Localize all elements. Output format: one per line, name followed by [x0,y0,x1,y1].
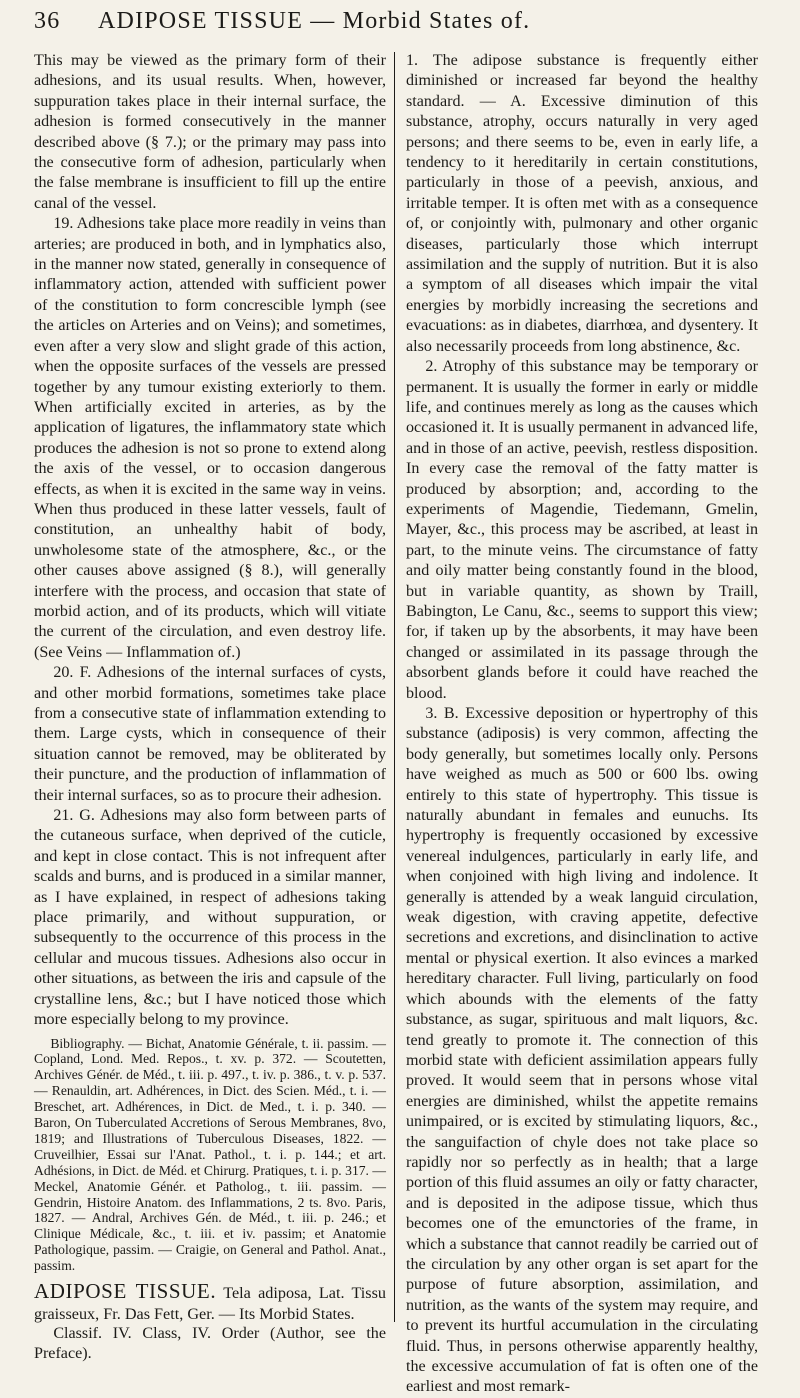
paragraph: 3. B. Excessive deposition or hypertrophy of this substance (adiposis) is very common, affecting the body generally, but sometimes locally only. Persons have weighed as much as 500 or 600 lbs. owing entirely to this state of hypertrophy. This tissue is naturally abundant in females and eunuchs. Its hypertrophy is frequently occasioned by excessive venereal indulgences, particularly in early life, and when conjoined with high living and indolence. It generally is attended by a weak languid circulation, weak digestion, with craving appetite, defective secretions and excretions, and disinclination to active mental or physical exertion. It also evinces a marked hereditary character. Full living, particularly on food which abounds with the elements of the fatty substance, as sugar, spirituous and malt liquors, &c. tend greatly to promote it. The connection of this morbid state with deficient assimilation appears fully proved. It would seem that in persons whose vital energies are diminished, whilst the appetite remains unimpaired, or is excited by stimulating liquors, &c., the sanguifaction of chyle does not take place so rapidly nor so perfectly as in health; that a large portion of this fluid assumes an oily or fatty character, and is deposited in the adipose tissue, which thus becomes one of the emunctories of the frame, in which a substance that cannot readily be carried out of the circulation by any other organ is set apart for the purpose of future absorption, assimilation, and nutrition, as the wants of the system may require, and to prevent its hurtful accumulation in the circulating fluid. Thus, in persons otherwise apparently healthy, the excessive accumulation of fat is often one of the earliest and most remark- [406,705,758,1396]
left-column [34,51,386,1365]
paragraph: 20. F. Adhesions of the internal surfaces of cysts, and other morbid formations, sometimes take place from a consecutive state of inflammation extending to them. Large cysts, which in consequence of their situation cannot be removed, may be obliterated by their puncture, and the production of inflammation of their internal surfaces, so as to procure their adhesion. [34,664,386,804]
right-column [406,51,758,1398]
page-header [34,6,778,42]
column-divider [394,52,395,1322]
entry-synonyms: Tela adiposa, Lat. Tissu graisseux, Fr. Das Fett, Ger. — Its Morbid States. [34,1284,386,1323]
article-entry [34,1281,386,1324]
paragraph: This may be viewed as the primary form of their adhesions, and its usual results. When, however, suppuration takes place in their internal surface, the adhesion is formed consecutively in the manner described above (§ 7.); or the primary may pass into the consecutive form of adhesion, particularly when the false membrane is insufficient to fill up the entire canal of the vessel. [34,52,386,212]
classification: Classif. IV. Class, IV. Order (Author, see the Preface). [34,1324,386,1363]
entry-heading: ADIPOSE TISSUE. [34,1279,217,1304]
running-head: ADIPOSE TISSUE — Morbid States of. [98,8,531,34]
paragraph: 21. G. Adhesions may also form between parts of the cutaneous surface, when deprived of the cuticle, and kept in close contact. This is not infrequent after scalds and burns, and is produced in a similar manner, as I have explained, in respect of adhesions taking place primarily, and without suppuration, or subsequently to the occurrence of this process in the cellular and mucous tissues. Adhesions also occur in other situations, as between the iris and capsule of the crystalline lens, &c.; but I have noticed those which more especially belong to my province. [34,807,386,1029]
paragraph: 2. Atrophy of this substance may be temporary or permanent. It is usually the former in early or middle life, and continues merely as long as the causes which occasioned it. It is usually permanent in advanced life, and in those of an active, peevish, restless disposition. In every case the removal of the fatty matter is produced by absorption; and, according to the experiments of Magendie, Tiedemann, Gmelin, Mayer, &c., this process may be ascribed, at least in part, to the minute veins. The circumstance of fatty and oily matter being constantly found in the blood, but in variable quantity, as shown by Traill, Babington, Le Canu, &c., seems to support this view; for, if taken up by the absorbents, it may have been changed or assimilated in its passage through the absorbent glands before it could have reached the blood. [406,358,758,702]
page-number: 36 [34,8,61,34]
bibliography: Bibliography. — Bichat, Anatomie Générale, t. ii. passim. — Copland, Lond. Med. Repos., t. xv. p. 372. — Scoutetten, Archives Génér. de Méd., t. iii. p. 497., t. iv. p. 386., t. v. p. 537. — Renauldin, art. Adhérences, in Dict. des Scien. Méd., t. i. — Breschet, art. Adhérences, in Dict. de Med., t. i. p. 340. — Baron, On Tuberculated Accretions of Serous Membranes, 8vo, 1819; and Illustrations of Tuberculous Diseases, 1822. — Cruveilhier, Essai sur l'Anat. Pathol., t. i. p. 144.; et art. Adhésions, in Dict. de Méd. et Chirurg. Pratiques, t. i. p. 317. — Meckel, Anatomie Génér. et Patholog., t. iii. passim. — Gendrin, Histoire Anatom. des Inflammations, 2 ts. 8vo. Paris, 1827. — Andral, Archives Gén. de Méd., t. iii. p. 246.; et Clinique Médicale, &c., t. iii. et iv. passim; et Anatomie Pathologique, passim. — Craigie, on General and Pathol. Anat., passim. [34,1035,386,1274]
paragraph: 19. Adhesions take place more readily in veins than arteries; are produced in both, and in lymphatics also, in the manner now stated, generally in consequence of inflammatory action, attended with sufficient power of the constitution to form concrescible lymph (see the articles on Arteries and on Veins); and sometimes, even after a very slow and slight grade of this action, when the opposite surfaces of the vessels are pressed together by any tumour existing exteriorly to them. When artificially excited in arteries, as by the application of ligatures, the inflammatory state which produces the adhesion is not so prone to extend along the axis of the vessel, or to occasion dangerous effects, as when it is excited in the same way in veins. When thus produced in these latter vessels, fault of constitution, an unhealthy habit of body, unwholesome state of the atmosphere, &c., or the other causes above assigned (§ 8.), will generally interfere with the process, and occasion that state of morbid action, and of its products, which will vitiate the current of the circulation, and even destroy life. (See Veins — Inflammation of.) [34,215,386,661]
paragraph: 1. The adipose substance is frequently either diminished or increased far beyond the healthy standard. — A. Excessive diminution of this substance, atrophy, occurs naturally in very aged persons; and there seems to be, even in early life, a tendency to it hereditarily in certain constitutions, particularly in those of a peevish, anxious, and irritable temper. It is often met with as a consequence of, or conjointly with, pulmonary and other organic diseases, particularly those which interrupt assimilation and the supply of nutrition. But it is also a symptom of all diseases which impair the vital energies by morbidly increasing the secretions and evacuations: as in diabetes, diarrhœa, and dysentery. It also necessarily proceeds from long abstinence, &c. [406,52,758,355]
